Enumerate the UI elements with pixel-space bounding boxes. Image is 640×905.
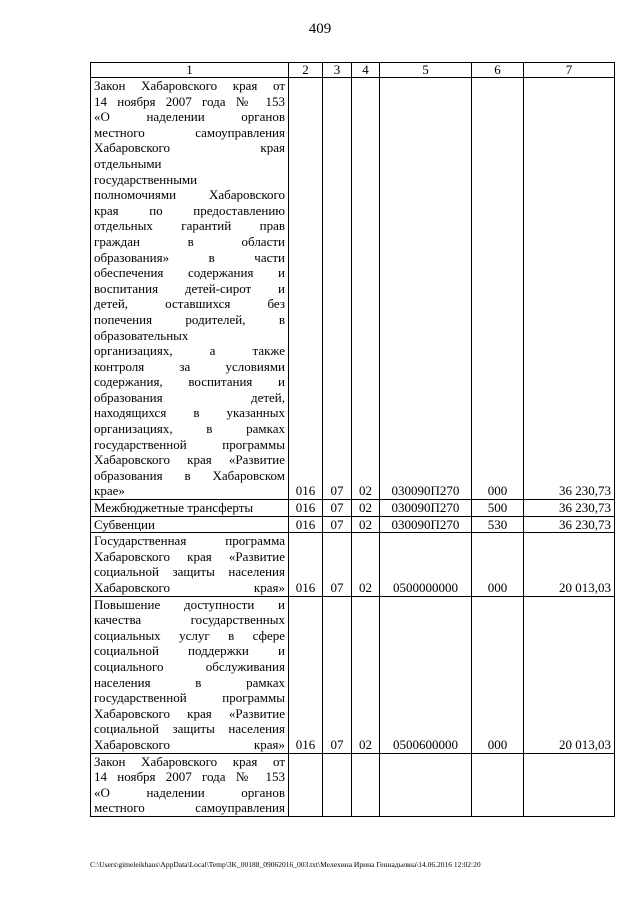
table-row — [91, 516, 615, 533]
header-col-3: 3 — [323, 63, 352, 78]
table-row — [91, 596, 615, 753]
header-row — [91, 63, 615, 78]
row-admin-code: 016 — [289, 516, 323, 533]
row-subsection — [352, 753, 380, 816]
row-target-article: 0500000000 — [380, 533, 472, 596]
row-target-article: 030090П270 — [380, 500, 472, 517]
row-expense-type: 000 — [472, 78, 524, 500]
row-expense-type: 530 — [472, 516, 524, 533]
row-expense-type: 000 — [472, 533, 524, 596]
table-row — [91, 500, 615, 517]
header-col-6: 6 — [472, 63, 524, 78]
header-col-4: 4 — [352, 63, 380, 78]
row-description: Повышение доступности и качества государственных социальных услуг в сфере социальной поддержки и социального обслуживания населения в рамках государственной программы Хабаровского края «Развитие социальной защиты населения Хабаровского края» — [91, 596, 289, 753]
header-col-1: 1 — [91, 63, 289, 78]
page-number: 409 — [308, 21, 332, 37]
row-expense-type — [472, 753, 524, 816]
row-amount: 20 013,03 — [524, 596, 615, 753]
row-section — [323, 753, 352, 816]
row-target-article: 030090П270 — [380, 516, 472, 533]
row-amount: 36 230,73 — [524, 500, 615, 517]
table-row — [91, 78, 615, 500]
row-admin-code: 016 — [289, 596, 323, 753]
row-admin-code — [289, 753, 323, 816]
row-target-article: 0500600000 — [380, 596, 472, 753]
footer-file-path: C:\Users\gimeleikhaus\AppData\Local\Temp\3K_00188_09062016_003.txt\Мелехина Ирина Геннадьевна\14.06.2016 12:02:20 — [90, 860, 481, 869]
row-admin-code: 016 — [289, 500, 323, 517]
row-subsection: 02 — [352, 78, 380, 500]
header-col-2: 2 — [289, 63, 323, 78]
row-expense-type: 500 — [472, 500, 524, 517]
row-section: 07 — [323, 596, 352, 753]
header-col-7: 7 — [524, 63, 615, 78]
row-amount: 36 230,73 — [524, 78, 615, 500]
row-section: 07 — [323, 516, 352, 533]
row-expense-type: 000 — [472, 596, 524, 753]
row-admin-code: 016 — [289, 533, 323, 596]
row-section: 07 — [323, 78, 352, 500]
row-amount: 20 013,03 — [524, 533, 615, 596]
row-section: 07 — [323, 500, 352, 517]
row-description: Субвенции — [91, 516, 289, 533]
row-section: 07 — [323, 533, 352, 596]
row-description: Закон Хабаровского края от 14 ноября 2007 года № 153 «О наделении органов местного самоуправления — [91, 753, 289, 816]
row-target-article — [380, 753, 472, 816]
row-subsection: 02 — [352, 533, 380, 596]
table-row — [91, 753, 615, 816]
row-amount: 36 230,73 — [524, 516, 615, 533]
row-description: Межбюджетные трансферты — [91, 500, 289, 517]
row-subsection: 02 — [352, 516, 380, 533]
row-target-article: 030090П270 — [380, 78, 472, 500]
budget-table — [90, 62, 615, 817]
table-row — [91, 533, 615, 596]
row-description: Государственная программа Хабаровского края «Развитие социальной защиты населения Хабаровского края» — [91, 533, 289, 596]
row-subsection: 02 — [352, 500, 380, 517]
row-description: Закон Хабаровского края от 14 ноября 2007 года № 153 «О наделении органов местного самоуправления Хабаровского края отдельными государственными полномочиями Хабаровского края по предоставлению отдельных гарантий прав граждан в области образования» в части обеспечения содержания и воспитания детей-сирот и детей, оставшихся без попечения родителей, в образовательных организациях, а также контроля за условиями содержания, воспитания и образования детей, находящихся в указанных организациях, в рамках государственной программы Хабаровского края «Развитие образования в Хабаровском крае» — [91, 78, 289, 500]
row-amount — [524, 753, 615, 816]
row-subsection: 02 — [352, 596, 380, 753]
row-admin-code: 016 — [289, 78, 323, 500]
header-col-5: 5 — [380, 63, 472, 78]
